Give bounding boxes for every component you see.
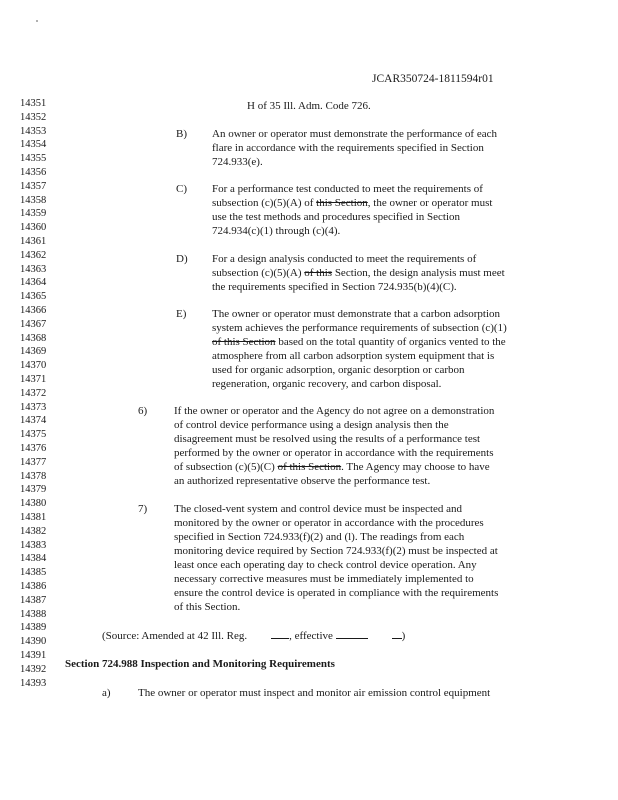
line-number: 14373 xyxy=(20,401,47,413)
line-number: 14367 xyxy=(20,318,47,330)
item-c-line-3: use the test methods and procedures specified in Section xyxy=(212,211,461,223)
item-e-line-2: system achieves the performance requirements of subsection (c)(1) xyxy=(212,322,507,334)
item-d-line-1: For a design analysis conducted to meet the requirements of xyxy=(212,253,477,265)
item-b-line-1: An owner or operator must demonstrate the performance of each xyxy=(212,128,497,140)
item-6-line-6: an authorized representative observe the performance test. xyxy=(174,475,431,487)
item-6-label: 6) xyxy=(138,405,148,417)
line-number: 14369 xyxy=(20,346,47,358)
item-d-label: D) xyxy=(176,253,188,265)
source-part-3: ) xyxy=(401,630,406,642)
item-e-line-4: atmosphere from all carbon adsorption system equipment that is xyxy=(212,350,495,362)
item-d-line-2c: Section, the design analysis must meet xyxy=(332,267,505,279)
item-6-line-5 xyxy=(174,460,490,474)
item-e-label: E) xyxy=(176,308,187,320)
source-note xyxy=(102,628,405,643)
item-7-line-7: ensure the control device is operated in compliance with the requirements xyxy=(174,587,499,599)
continuation-text: H of 35 Ill. Adm. Code 726. xyxy=(247,100,371,112)
item-e-line-5: used for organic adsorption, organic desorption or carbon xyxy=(212,364,465,376)
item-d-line-2a: subsection (c)(5)(A) xyxy=(212,267,305,279)
line-number: 14379 xyxy=(20,484,47,496)
item-d-line-3: the requirements specified in Section 724.935(b)(4)(C). xyxy=(212,281,457,293)
line-number: 14392 xyxy=(20,663,47,675)
item-c-line-2c: , the owner or operator must xyxy=(367,197,493,209)
line-number: 14354 xyxy=(20,139,47,151)
item-7-line-8: of this Section. xyxy=(174,601,241,613)
item-6-line-1: If the owner or operator and the Agency do not agree on a demonstration xyxy=(174,405,495,417)
item-c-line-1: For a performance test conducted to meet the requirements of xyxy=(212,183,483,195)
item-7-line-4: monitoring device required by Section 724.933(f)(2) must be inspected at xyxy=(174,545,498,557)
line-number: 14390 xyxy=(20,636,47,648)
item-7-line-2: monitored by the owner or operator in accordance with the procedures xyxy=(174,517,484,529)
item-c-line-4: 724.934(c)(1) through (c)(4). xyxy=(212,225,341,237)
item-e-line-3 xyxy=(212,335,506,349)
line-number: 14356 xyxy=(20,167,47,178)
item-7-line-5: least once each operating day to check control device operation. Any xyxy=(174,559,477,571)
line-number: 14359 xyxy=(20,208,47,220)
item-6-line-3: disagreement must be resolved using the results of a performance test xyxy=(174,433,481,445)
item-b-line-3: 724.933(e). xyxy=(212,156,263,168)
item-7-label: 7) xyxy=(138,503,148,515)
document-id: JCAR350724-1811594r01 xyxy=(372,73,494,85)
item-a-label: a) xyxy=(102,687,111,699)
item-7-line-1: The closed-vent system and control device must be inspected and xyxy=(174,503,463,515)
item-6-line-4: performed by the owner or operator in accordance with the requirements xyxy=(174,447,494,459)
line-number: 14360 xyxy=(20,222,47,234)
line-number: 14374 xyxy=(20,415,47,427)
line-number: 14364 xyxy=(20,277,47,289)
line-number: 14358 xyxy=(20,194,47,206)
item-b-label: B) xyxy=(176,128,187,140)
item-6-line-5c: . The Agency may choose to have xyxy=(341,461,490,473)
struck-text: of this Section xyxy=(212,336,276,348)
line-number: 14370 xyxy=(20,360,47,372)
line-number: 14386 xyxy=(20,581,47,592)
struck-text: this Section xyxy=(316,197,368,209)
line-number: 14366 xyxy=(20,305,47,316)
item-e-line-1: The owner or operator must demonstrate that a carbon adsorption xyxy=(212,308,501,320)
item-6-line-5a: of subsection (c)(5)(C) xyxy=(174,461,278,473)
line-number: 14378 xyxy=(20,470,47,482)
effective-date-blank xyxy=(336,628,368,639)
item-b-line-2: flare in accordance with the requirements specified in Section xyxy=(212,142,484,154)
item-e-line-3b: based on the total quantity of organics vented to the xyxy=(275,336,506,348)
item-c-line-2a: subsection (c)(5)(A) of xyxy=(212,197,317,209)
item-e-line-6: regeneration, organic recovery, and carbon disposal. xyxy=(212,378,442,390)
item-7-line-6: necessary corrective measures must be immediately implemented to xyxy=(174,573,474,585)
section-heading: Section 724.988 Inspection and Monitoring Requirements xyxy=(65,658,335,670)
struck-text: of this xyxy=(304,267,333,279)
line-number: 14361 xyxy=(20,236,47,247)
source-part-1: (Source: Amended at 42 Ill. Reg. xyxy=(102,630,248,642)
item-a-line-1: The owner or operator must inspect and monitor air emission control equipment xyxy=(138,687,491,699)
line-number: 14357 xyxy=(20,180,47,192)
line-number: 14385 xyxy=(20,567,47,579)
line-number: 14352 xyxy=(20,111,47,123)
item-c-line-2 xyxy=(212,196,492,210)
item-c-label: C) xyxy=(176,183,187,195)
line-number: 14380 xyxy=(20,498,47,510)
closing-blank xyxy=(392,628,402,639)
line-number: 14387 xyxy=(20,594,47,606)
speck xyxy=(36,20,38,22)
line-number: 14391 xyxy=(20,650,47,661)
reg-page-blank xyxy=(271,628,289,639)
line-number: 14393 xyxy=(20,677,47,689)
line-number: 14372 xyxy=(20,387,47,399)
line-number: 14389 xyxy=(20,622,47,634)
line-number: 14363 xyxy=(20,263,47,275)
line-number: 14362 xyxy=(20,249,47,261)
item-d-line-2 xyxy=(212,266,505,280)
source-part-2: , effective xyxy=(289,630,333,642)
line-number: 14388 xyxy=(20,608,47,620)
item-6-line-2: of control device performance using a design analysis then the xyxy=(174,419,449,431)
line-number: 14382 xyxy=(20,525,47,537)
line-number: 14365 xyxy=(20,291,47,303)
line-number: 14368 xyxy=(20,332,47,344)
line-number: 14375 xyxy=(20,429,47,441)
line-number: 14383 xyxy=(20,539,47,551)
line-number: 14351 xyxy=(20,98,47,109)
struck-text: of this Section xyxy=(277,461,342,473)
line-number: 14353 xyxy=(20,125,47,137)
line-number: 14384 xyxy=(20,553,47,565)
line-number: 14381 xyxy=(20,512,47,523)
line-number: 14376 xyxy=(20,443,47,454)
line-number: 14355 xyxy=(20,153,47,165)
item-7-line-3: specified in Section 724.933(f)(2) and (l). The readings from each xyxy=(174,531,465,543)
line-number: 14377 xyxy=(20,456,47,468)
line-number: 14371 xyxy=(20,374,47,385)
